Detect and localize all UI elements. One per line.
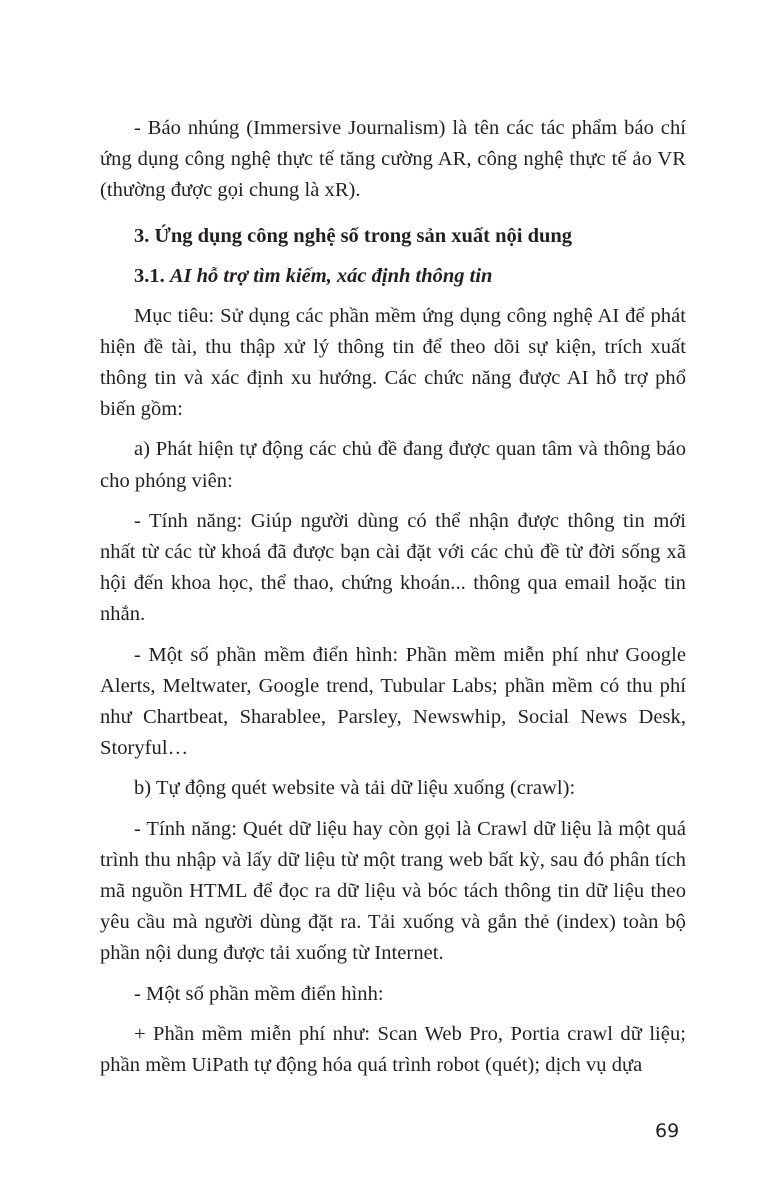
page-body	[100, 113, 686, 1090]
subsection-title: AI hỗ trợ tìm kiếm, xác định thông tin	[169, 264, 493, 287]
paragraph-free-software-b: + Phần mềm miễn phí như: Scan Web Pro, Portia crawl dữ liệu; phần mềm UiPath tự động hóa quá trình robot (quét); dịch vụ dựa	[100, 1022, 686, 1077]
paragraph-objective: Mục tiêu: Sử dụng các phần mềm ứng dụng công nghệ AI để phát hiện đề tài, thu thập xử lý thông tin để theo dõi sự kiện, trích xuất thông tin và xác định xu hướng. Các chức năng được AI hỗ trợ phổ biến gồm:	[100, 304, 686, 421]
paragraph-feature-a: - Tính năng: Giúp người dùng có thể nhận được thông tin mới nhất từ các từ khoá đã được bạn cài đặt với các chủ đề từ đời sống xã hội đến khoa học, thể thao, chứng khoán... thông qua email hoặc tin nhắn.	[100, 509, 686, 626]
paragraph-immersive-journalism: - Báo nhúng (Immersive Journalism) là tên các tác phẩm báo chí ứng dụng công nghệ thực tế tăng cường AR, công nghệ thực tế ảo VR (thường được gọi chung là xR).	[100, 117, 686, 202]
paragraph-software-a: - Một số phần mềm điển hình: Phần mềm miễn phí như Google Alerts, Meltwater, Google trend, Tubular Labs; phần mềm có thu phí như Chartbeat, Sharablee, Parsley, Newswhip, Social News Desk, Storyful…	[100, 643, 686, 760]
paragraph-software-b-intro: - Một số phần mềm điển hình:	[134, 982, 384, 1005]
paragraph-item-a: a) Phát hiện tự động các chủ đề đang được quan tâm và thông báo cho phóng viên:	[100, 438, 686, 492]
paragraph-item-b: b) Tự động quét website và tải dữ liệu xuống (crawl):	[134, 777, 576, 800]
subsection-heading-3-1	[100, 261, 686, 292]
page-number: 69	[655, 1120, 680, 1142]
section-heading-3: 3. Ứng dụng công nghệ số trong sản xuất nội dung	[134, 224, 573, 247]
paragraph-feature-b: - Tính năng: Quét dữ liệu hay còn gọi là Crawl dữ liệu là một quá trình thu nhập và lấy dữ liệu từ một trang web bất kỳ, sau đó phân tích mã nguồn HTML để đọc ra dữ liệu và bóc tách thông tin dữ liệu theo yêu cầu mà người dùng đặt ra. Tải xuống và gắn thẻ (index) toàn bộ phần nội dung được tải xuống từ Internet.	[100, 817, 686, 965]
subsection-number: 3.1.	[134, 264, 165, 287]
